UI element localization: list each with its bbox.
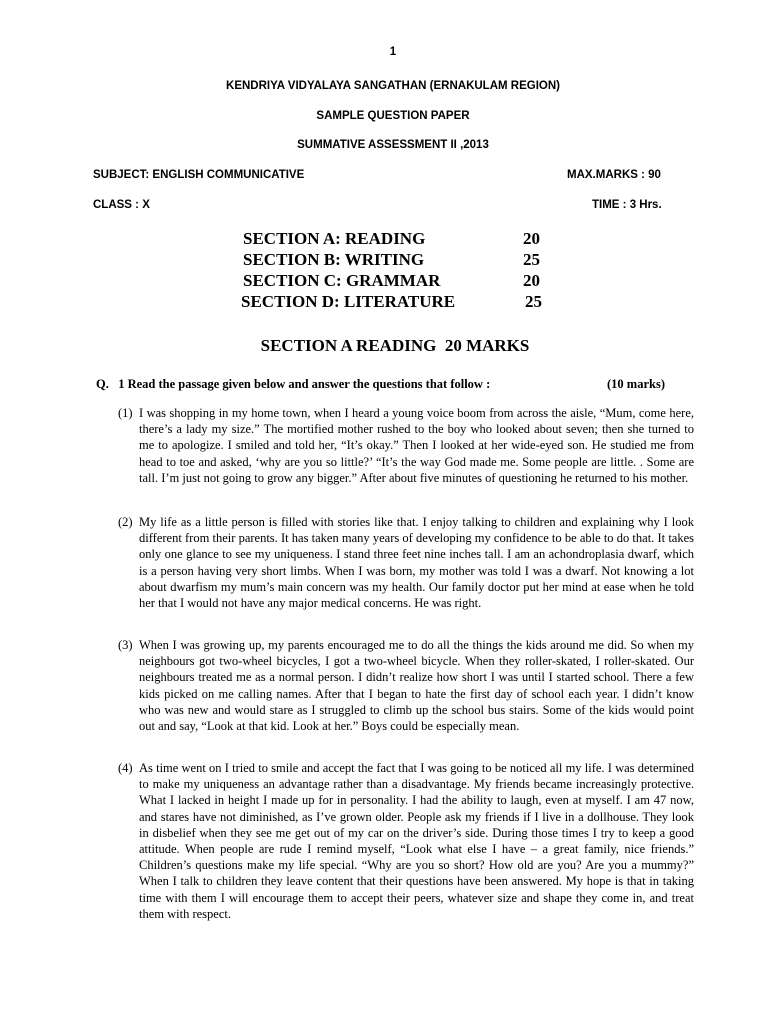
paragraph-number: (1) xyxy=(118,406,133,420)
section-marks: 25 xyxy=(525,292,542,311)
section-a-title: SECTION A READING 20 MARKS xyxy=(260,336,530,355)
class-label: CLASS : X xyxy=(93,199,150,211)
section-name: SECTION D: LITERATURE xyxy=(241,292,456,311)
section-name: SECTION B: WRITING xyxy=(243,250,425,269)
section-row xyxy=(243,250,553,271)
paragraph-text: As time went on I tried to smile and accept the fact that I was going to be noticed all my life. I was determined to make my uniqueness an advantage rather than a disadvantage. My friends became increasingly protective. What I lacked in height I made up for in personality. I had the ability to laugh, even at myself. I am 47 now, and stares have not diminished, as I’ve grown older. People ask my friends if I live in a dollhouse. They look in disbelief when they see me get out of my car on the driver’s side. During those times I try to keep a good attitude. When people are rude I remind myself, “Look what else I have – a great family, nice friends.” Children’s questions make my life special. “Why are you so short? How old are you? Are you a mummy?” When I talk to children they leave content that their questions have been answered. My hope is that in taking time with them I will encourage them to accept their peers, whatever size and shape they come in, and treat them with respect. xyxy=(139,761,694,921)
paragraph-number: (4) xyxy=(118,761,133,775)
paragraph-number: (3) xyxy=(118,638,133,652)
paragraph-number: (2) xyxy=(118,515,133,529)
section-name: SECTION A: READING xyxy=(243,229,426,248)
paragraph-text: My life as a little person is filled with stories like that. I enjoy talking to children and explaining why I look different from their parents. It has taken many years of developing my confidence to be able to do that. It takes only one glance to see my uniqueness. I stand three feet nine inches tall. I am an achondroplasia dwarf, which is a person having very short limbs. When I was born, my mother was told I was a dwarf. Not knowing a lot about dwarfism my mum’s main concern was my health. Our family doctor put her mind at ease when he told her that I would not have any major medical concerns. He was right. xyxy=(139,515,694,611)
section-row xyxy=(241,292,551,313)
section-marks: 20 xyxy=(523,271,540,290)
paper-type: SAMPLE QUESTION PAPER xyxy=(316,110,470,122)
organization-title: KENDRIYA VIDYALAYA SANGATHAN (ERNAKULAM REGION) xyxy=(226,80,560,92)
paragraph-text: I was shopping in my home town, when I heard a young voice boom from across the aisle, “Mum, come here, there’s a lady my size.” The mortified mother rushed to the boy who looked about seven; then she turned to me to apologize. I smiled and told her, “It’s okay.” Then I looked at her wide-eyed son. He studied me from head to toe and asked, ‘why are you so little?’ “It’s the way God made me. Some people are little. . Some are tall. I’m just not going to grow any bigger.” After about five minutes of questioning he returned to his mother. xyxy=(139,406,694,485)
assessment-title: SUMMATIVE ASSESSMENT II ,2013 xyxy=(297,139,489,151)
page-number: 1 xyxy=(389,46,397,58)
section-name: SECTION C: GRAMMAR xyxy=(243,271,441,290)
section-marks: 25 xyxy=(523,250,540,269)
section-marks: 20 xyxy=(523,229,540,248)
paragraph-text: When I was growing up, my parents encouraged me to do all the things the kids around me did. So when my neighbours got two-wheel bicycles, I got a two-wheel bicycle. When they roller-skated, I roller-skated. Our neighbours treated me as a normal person. I didn’t realize how short I was until I started school. There a few kids picked on me calling names. After that I began to hate the first day of school each year. I didn’t know who was new and would stare as I struggled to climb up the school bus stairs. Some of the kids would point out and say, “Look at that kid. Look at her.” Boys could be especially mean. xyxy=(139,638,694,734)
question-text: Q. 1 Read the passage given below and answer the questions that follow : xyxy=(96,377,491,391)
max-marks: MAX.MARKS : 90 xyxy=(567,169,661,181)
question-marks: (10 marks) xyxy=(607,377,665,391)
section-row xyxy=(243,271,553,292)
time-label: TIME : 3 Hrs. xyxy=(592,199,662,211)
subject-label: SUBJECT: ENGLISH COMMUNICATIVE xyxy=(93,169,305,181)
section-row xyxy=(243,229,553,250)
